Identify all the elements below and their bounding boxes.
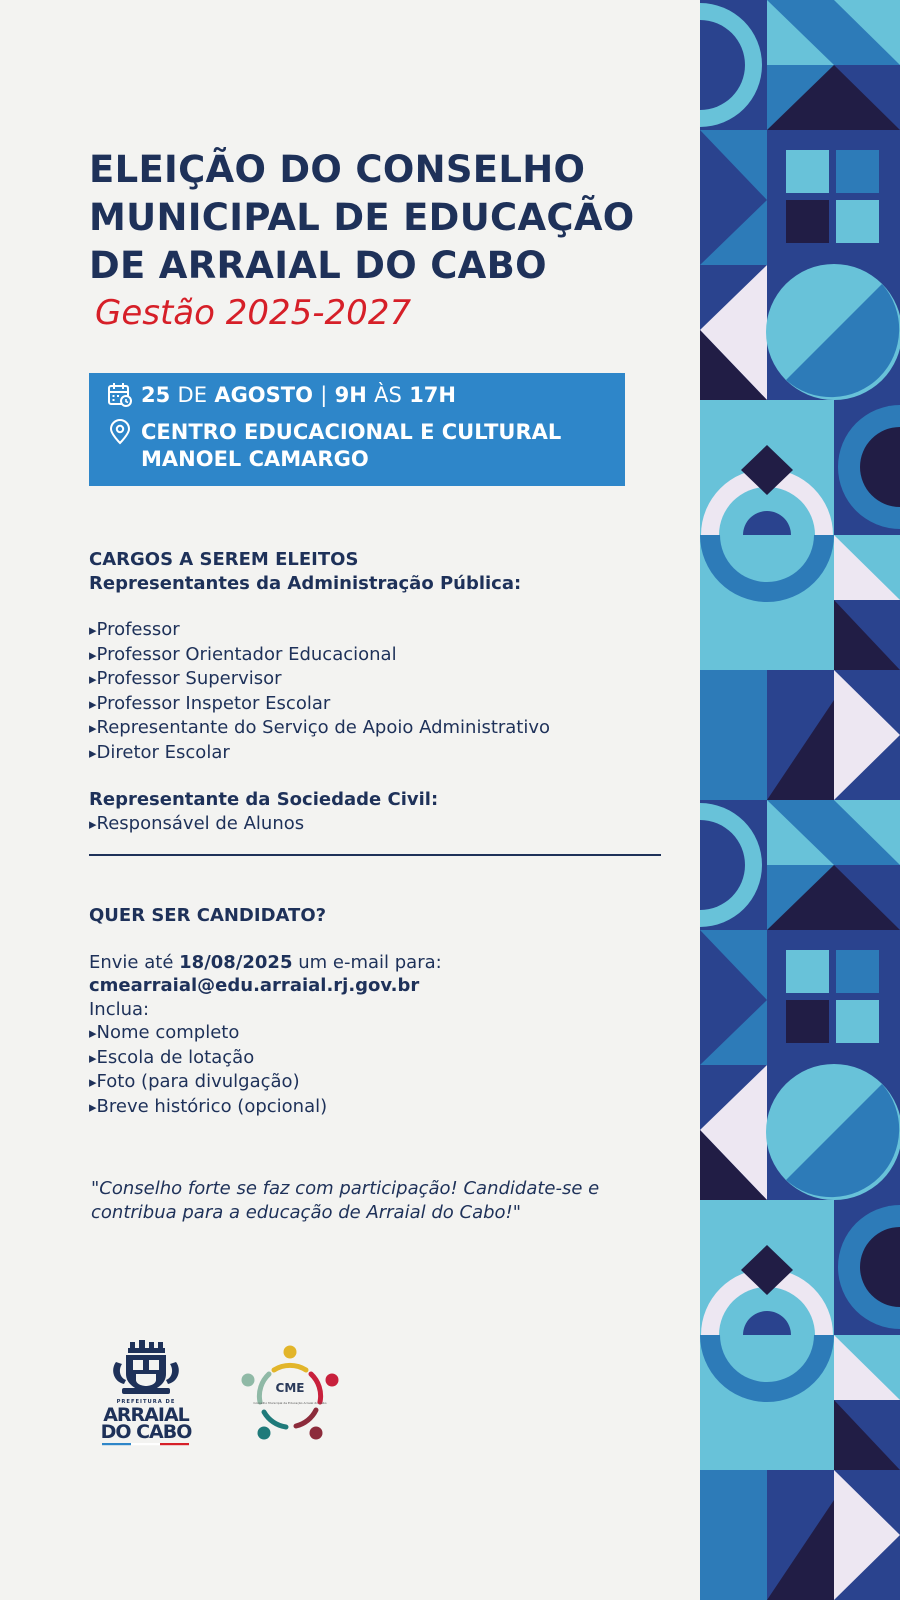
date-time-row (107, 382, 456, 409)
list-item: ▸ Professor (89, 618, 550, 643)
decorative-pattern (700, 0, 900, 1600)
title-line-1: ELEIÇÃO DO CONSELHO (89, 148, 586, 191)
list-item: ▸ Nome completo (89, 1021, 442, 1046)
cme-acronym: CME (275, 1381, 305, 1395)
event-info-box (89, 373, 625, 486)
event-start: 9H (334, 383, 367, 407)
cme-caption: Conselho Municipal de Educação Arraial do Cabo (253, 1401, 327, 1405)
send-prefix: Envie até (89, 951, 174, 973)
list-item: ▸ Responsável de Alunos (89, 812, 550, 837)
civil-heading: Representante da Sociedade Civil: (89, 789, 439, 810)
list-item: ▸ Foto (para divulgação) (89, 1070, 442, 1095)
title-line-3: DE ARRAIAL DO CABO (89, 244, 547, 287)
divider (89, 854, 661, 856)
list-item: ▸ Professor Supervisor (89, 667, 550, 692)
positions-section (89, 548, 550, 836)
positions-heading: CARGOS A SEREM ELEITOS (89, 549, 359, 570)
prefeitura-line-2: DO CABO (100, 1421, 192, 1443)
event-as: ÀS (374, 383, 402, 407)
list-item: ▸ Escola de lotação (89, 1046, 442, 1071)
include-label: Inclua: (89, 998, 150, 1020)
list-item: ▸ Diretor Escolar (89, 741, 550, 766)
page-title (89, 146, 689, 290)
pattern-tile (700, 0, 900, 800)
email-link[interactable]: cmearraial@edu.arraial.rj.gov.br (89, 975, 420, 996)
event-de: DE (177, 383, 207, 407)
cme-logo (236, 1342, 344, 1447)
candidate-heading: QUER SER CANDIDATO? (89, 905, 327, 926)
deadline: 18/08/2025 (179, 951, 293, 973)
admin-heading: Representantes da Administração Pública: (89, 572, 522, 594)
quote: "Conselho forte se faz com participação! Candidate-se e contribua para a educação de Arraial do Cabo!" (91, 1178, 600, 1223)
prefeitura-small-text: PREFEITURA DE (116, 1399, 176, 1405)
event-separator: | (320, 383, 328, 407)
prefeitura-logo (100, 1340, 192, 1450)
candidate-section (89, 904, 442, 1119)
venue-text (141, 419, 561, 473)
list-item: ▸ Professor Inspetor Escolar (89, 692, 550, 717)
venue-row (107, 419, 561, 473)
location-pin-icon (107, 419, 133, 445)
venue-line-1: CENTRO EDUCACIONAL E CULTURAL (141, 420, 562, 444)
event-day: 25 (141, 383, 171, 407)
send-line (89, 951, 442, 975)
title-line-2: MUNICIPAL DE EDUCAÇÃO (89, 196, 635, 239)
date-time-text (141, 382, 456, 409)
event-end: 17H (409, 383, 456, 407)
send-suffix: um e-mail para: (298, 951, 442, 973)
list-item: ▸ Representante do Serviço de Apoio Administrativo (89, 716, 550, 741)
prefeitura-line-1: ARRAIAL (103, 1404, 189, 1426)
event-month: AGOSTO (214, 383, 313, 407)
calendar-icon (107, 382, 133, 408)
list-item: ▸ Breve histórico (opcional) (89, 1095, 442, 1120)
list-item: ▸ Professor Orientador Educacional (89, 643, 550, 668)
subtitle: Gestão 2025-2027 (95, 293, 412, 333)
venue-line-2: MANOEL CAMARGO (141, 447, 369, 471)
